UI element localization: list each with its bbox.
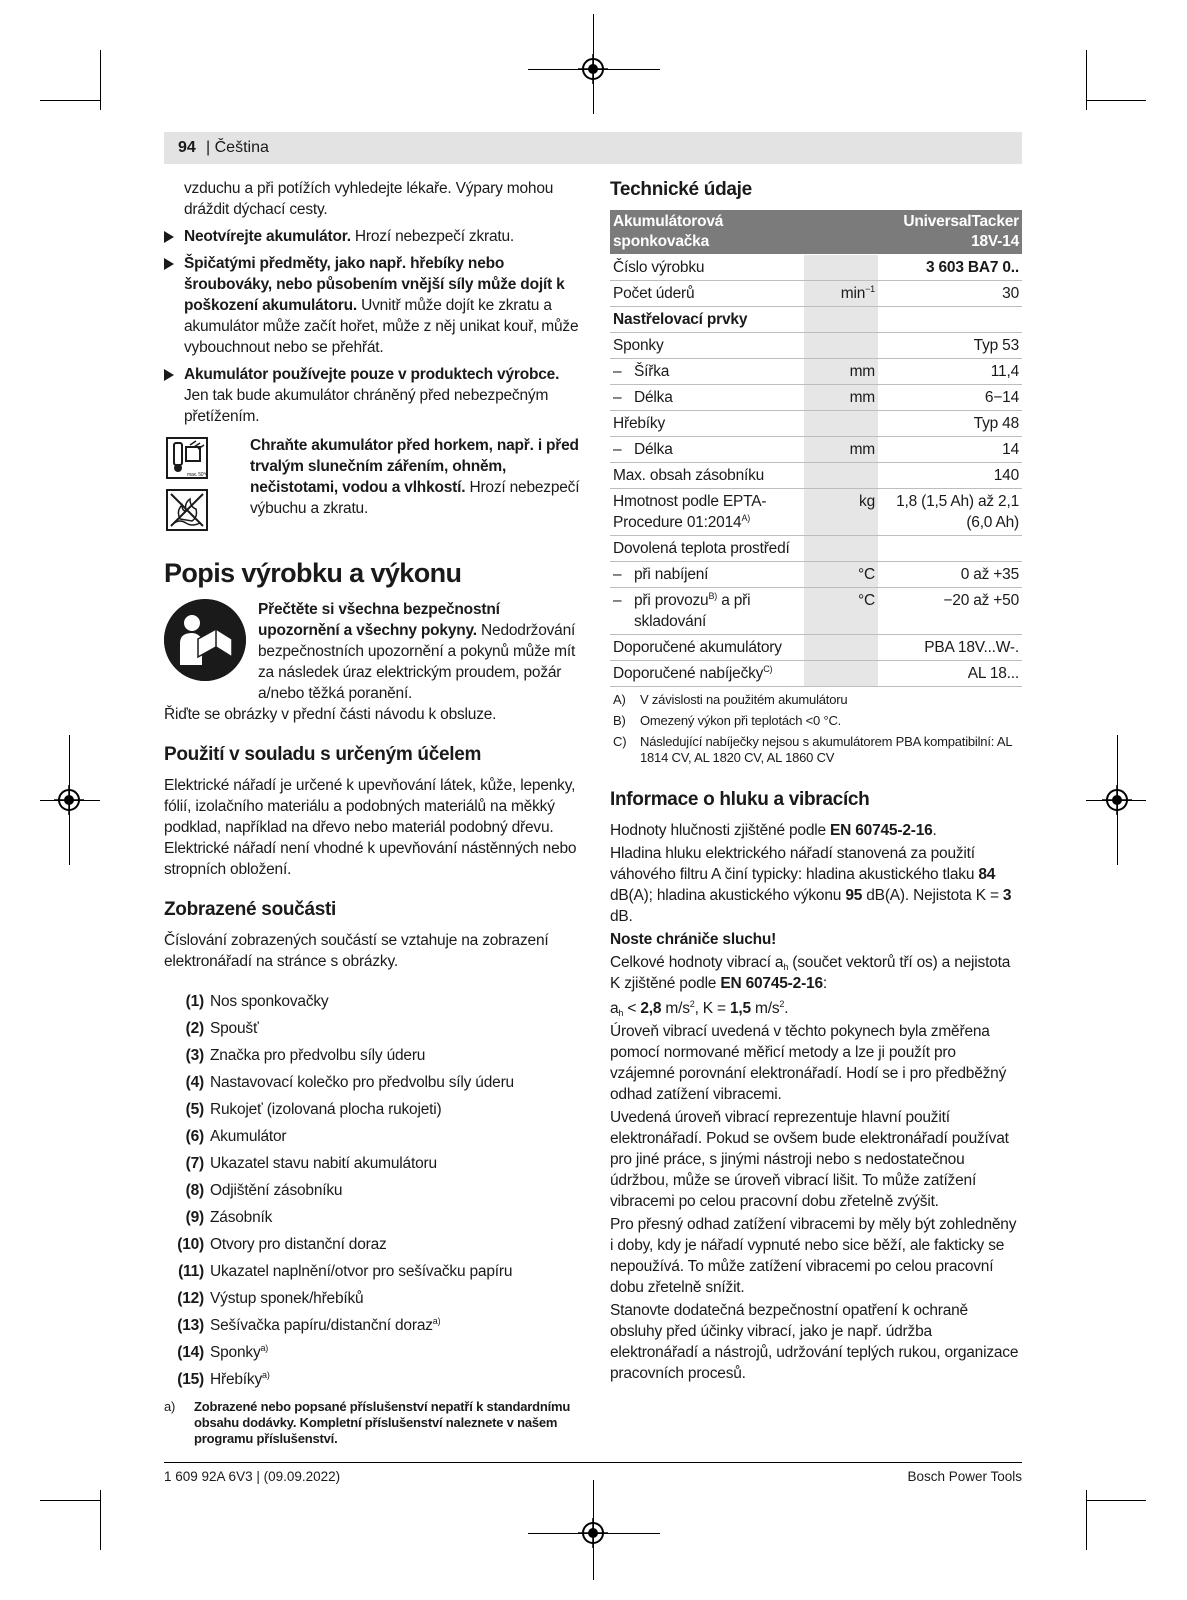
list-item: (3) Značka pro předvolbu síly úderu <box>185 1047 426 1064</box>
crop-mark <box>1086 1500 1146 1501</box>
footnote: a) Zobrazené nebo popsané příslušenství nepatří k standardnímu obsahu dodávky. Kompletní příslušenství naleznete v našem programu příslušenství. <box>164 1399 571 1446</box>
table-row: Dovolená teplota prostředí <box>610 536 1022 562</box>
list-item: (9) Zásobník <box>185 1209 273 1226</box>
crop-mark <box>40 100 100 101</box>
paragraph: Uvedená úroveň vibrací reprezentuje hlavní použití elektronářadí. Pokud se ovšem bude elektronářadí používat pro jiné práce, s jinými nástroji nebo s nedostatečnou údržbou, může se úroveň vibrací lišit. To může zatížení vibracemi po celou pracovní dobu zřetelně zvýšit. <box>610 1109 1009 1210</box>
table-row: Číslo výrobku 3 603 BA7 0.. <box>610 255 1022 281</box>
read-instructions-warning: Přečtěte si všechna bezpečnostní upozornění a všechny pokyny. Nedodržování bezpečnostních upozornění a pokynů může mít za následek úraz elektrickým proudem, požár a/nebo těžká poranění. <box>164 599 580 704</box>
table-footnote: C) Následující nabíječky nejsou s akumulátorem PBA kompatibilní: AL 1814 CV, AL 1820 CV, AL 1860 CV <box>613 734 1012 765</box>
page-header <box>164 132 1022 164</box>
page-number: 94 <box>178 139 196 156</box>
paragraph: Úroveň vibrací uvedená v těchto pokynech byla změřena pomocí normované měřicí metody a lze ji použít pro vzájemné porovnání elektronářadí. Hodí se i pro předběžný odhad zatížení vibracemi. <box>610 1023 1007 1103</box>
crop-mark <box>100 50 101 110</box>
table-row: Hmotnost podle EPTA-Procedure $01:2014^{A)}$ kg 1,8 (1,5 Ah) až 2,1 (6,0 Ah) <box>610 489 1022 536</box>
header-language: | Čeština <box>206 139 269 156</box>
table-row: Počet úderů $\min^{-1}$ 30 <box>610 281 1022 307</box>
technical-data-table <box>610 210 1022 687</box>
footer-rule <box>164 1462 1022 1463</box>
paragraph: Noste chrániče sluchu! <box>610 931 777 948</box>
parts-list <box>164 988 580 1393</box>
paragraph: Hladina hluku elektrického nářadí stanovená za použití váhového filtru A činí typicky: hladina akustického tlaku 84 dB(A); hladina akustického výkonu 95 dB(A). Nejistota K = 3 dB. <box>610 845 1012 925</box>
heat-warning-icon <box>166 437 208 479</box>
paragraph: Pro přesný odhad zatížení vibracemi by měly být zohledněny i doby, kdy je nářadí vypnuté nebo sice běží, ale fakticky se nepoužívá. To může zatížení vibracemi po celou pracovní dobu zřetelně snížit. <box>610 1216 1017 1296</box>
section-heading: Technické údaje <box>610 179 752 200</box>
paragraph: Hodnoty hlučnosti zjištěné podle EN 60745-2-16. <box>610 822 937 839</box>
paragraph: $a_h < 2,8$ $m/s^2$, K = 1,5 $m/s^2$. <box>610 999 789 1018</box>
registration-mark-icon <box>578 54 608 84</box>
list-item: (1) Nos sponkovačky <box>185 993 329 1010</box>
paragraph: Stanovte dodatečná bezpečnostní opatření k ochraně obsluhy před účinky vibrací, jako je např. údržba elektronářadí a nástrojů, udržování teplých rukou, organizace pracovních procesů. <box>610 1302 1019 1382</box>
safety-bullet: Špičatými předměty, jako např. hřebíky nebo šroubováky, nebo působením vnější síly může dojít k poškození akumulátoru. Uvnitř může dojít ke zkratu a akumulátor může začít hořet, může z něj unikat kouř, může vybouchnout nebo se přehřát. <box>164 253 580 358</box>
list-item: (4) Nastavovací kolečko pro předvolbu síly úderu <box>185 1074 514 1091</box>
left-column <box>164 178 580 1447</box>
paragraph: Číslování zobrazených součástí se vztahuje na zobrazení elektronářadí na stránce s obrázky. <box>164 932 549 970</box>
crop-mark <box>1086 1490 1087 1550</box>
registration-mark-icon <box>1102 785 1132 815</box>
section-heading: Informace o hluku a vibracích <box>610 789 870 810</box>
read-manual-icon <box>164 599 246 681</box>
list-item: (15) Hřebíky$^{a)}$ <box>177 1370 270 1388</box>
table-row: – Délka mm 6−14 <box>610 385 1022 411</box>
table-footnote: B) Omezený výkon při teplotách <0 °C. <box>613 713 842 728</box>
table-row: Nastřelovací prvky <box>610 307 1022 333</box>
paragraph: vzduchu a při potížích vyhledejte lékaře. Výpary mohou dráždit dýchací cesty. <box>184 180 554 218</box>
table-row: Hřebíky Typ 48 <box>610 411 1022 437</box>
list-item: (7) Ukazatel stavu nabití akumulátoru <box>185 1155 437 1172</box>
list-item: (2) Spoušť <box>185 1020 259 1037</box>
safety-bullet: Neotvírejte akumulátor. Hrozí nebezpečí zkratu. <box>164 226 580 247</box>
list-item: (10) Otvory pro distanční doraz <box>177 1236 387 1253</box>
crop-mark <box>100 1490 101 1550</box>
list-item: (11) Ukazatel naplnění/otvor pro sešívačku papíru <box>178 1263 513 1280</box>
table-row: Doporučené akumulátory PBA 18V...W-. <box>610 635 1022 661</box>
crop-mark <box>1086 100 1146 101</box>
table-row: Sponky Typ 53 <box>610 333 1022 359</box>
paragraph: Řiďte se obrázky v přední části návodu k obsluze. <box>164 706 497 723</box>
table-header-row: Akumulátorová sponkovačka UniversalTacker 18V-14 <box>610 210 1022 255</box>
section-heading: Použití v souladu s určeným účelem <box>164 744 482 765</box>
table-row: – Délka mm 14 <box>610 437 1022 463</box>
table-footnote: A) V závislosti na použitém akumulátoru <box>613 692 848 707</box>
svg-text:max. 50°C: max. 50°C <box>187 472 208 478</box>
table-row: Max. obsah zásobníku 140 <box>610 463 1022 489</box>
table-row: – Šířka mm 11,4 <box>610 359 1022 385</box>
table-row: Doporučené nabíječky$^{C)}$ AL 18... <box>610 661 1022 687</box>
table-row: – při provozu$^{B)}$ a při skladování °C −20 až +50 <box>610 588 1022 635</box>
list-item: (8) Odjištění zásobníku <box>185 1182 343 1199</box>
table-row: – při nabíjení °C 0 až +35 <box>610 562 1022 588</box>
section-title: Popis výrobku a výkonu <box>164 558 462 588</box>
paragraph: Elektrické nářadí je určené k upevňování látek, kůže, lepenky, fólií, izolačního materiálu a podobných materiálů na měkký podklad, například na dřevo nebo materiál podobný dřevu. Elektrické nářadí není vhodné k upevňování nástěnných nebo stropních obložení. <box>164 777 577 878</box>
crop-mark <box>1086 50 1087 110</box>
safety-bullet: Akumulátor používejte pouze v produktech výrobce. Jen tak bude akumulátor chráněný před nebezpečným přetížením. <box>164 364 580 427</box>
registration-mark-icon <box>578 1518 608 1548</box>
footer-doc-id: 1 609 92A 6V3 | (09.09.2022) <box>164 1469 341 1484</box>
crop-mark <box>40 1500 100 1501</box>
list-item: (12) Výstup sponek/hřebíků <box>177 1290 364 1307</box>
water-fire-warning-icon <box>166 489 208 531</box>
heat-warning: max. 50°C Chraňte akumulátor před horkem, např. i před trvalým slunečním zářením, ohněm, nečistotami, vodou a vlhkostí. Hrozí nebezpečí výbuchu a zkratu. <box>164 435 580 527</box>
right-column <box>610 178 1022 1386</box>
footer-brand: Bosch Power Tools <box>907 1469 1022 1484</box>
bullet-triangle-icon <box>164 258 174 270</box>
list-item: (14) Sponky$^{a)}$ <box>177 1343 269 1361</box>
list-item: (5) Rukojeť (izolovaná plocha rukojeti) <box>185 1101 442 1118</box>
bullet-triangle-icon <box>164 369 174 381</box>
paragraph: Celkové hodnoty vibrací $a_h$ (součet vektorů tří os) a nejistota K zjištěné podle EN 60745-2-16: <box>610 954 1011 992</box>
section-heading: Zobrazené součásti <box>164 899 336 920</box>
list-item: (6) Akumulátor <box>185 1128 287 1145</box>
list-item: (13) Sešívačka papíru/distanční doraz$^{a)}$ <box>177 1316 441 1334</box>
bullet-triangle-icon <box>164 231 174 243</box>
registration-mark-icon <box>54 785 84 815</box>
